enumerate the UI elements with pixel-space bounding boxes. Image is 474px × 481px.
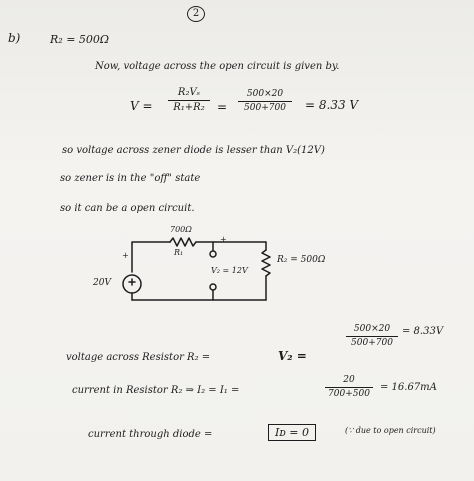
- open-circuit-note: (∵ due to open circuit): [345, 426, 436, 435]
- voltage-r2-frac-num: 500×20: [353, 324, 391, 334]
- eq1-frac2-num: 500×20: [246, 89, 284, 99]
- eq1-frac1-den: R₁+R₂: [173, 102, 205, 113]
- current-r2-frac: [325, 376, 373, 399]
- voltage-r2-symbol: V₂ =: [278, 349, 307, 363]
- r1-label: R₁: [174, 248, 184, 257]
- eq1-frac2-den: 500+700: [244, 103, 286, 113]
- current-r2-frac-den: 700+500: [328, 389, 370, 399]
- open-terminal-top: [210, 251, 216, 257]
- r1-value: 700Ω: [170, 225, 192, 234]
- voltage-r2-frac-den: 500+700: [351, 338, 393, 348]
- r2-given: R₂ = 500Ω: [50, 33, 110, 46]
- resistor-r2: [262, 250, 270, 276]
- eq1-frac1-num: R₂Vₛ: [177, 87, 201, 98]
- diode-current-boxed-answer: Iᴅ = 0: [268, 424, 316, 441]
- eq1-result: = 8.33 V: [305, 98, 359, 112]
- intro-line: Now, voltage across the open circuit is given by.: [95, 61, 340, 72]
- eq1-lhs: V =: [130, 99, 153, 113]
- fraction-bar: [325, 387, 373, 388]
- source-plus-mark: +: [122, 251, 129, 260]
- voltage-r2-frac: [346, 325, 398, 348]
- voltage-r2-line: voltage across Resistor R₂ =: [66, 352, 211, 363]
- top-wire-left: [132, 242, 170, 244]
- zener-plus-sign: +: [220, 235, 227, 244]
- part-label: b): [8, 31, 21, 45]
- statement-zener-lesser: so voltage across zener diode is lesser than V₂(12V): [62, 145, 325, 156]
- source-plus-sign: [129, 279, 135, 285]
- resistor-r1: [170, 238, 196, 246]
- source-voltage-label: 20V: [93, 278, 111, 288]
- current-r2-frac-num: 20: [343, 375, 355, 385]
- voltage-r2-result: = 8.33V: [402, 326, 444, 337]
- r2-label: R₂ = 500Ω: [277, 255, 326, 265]
- current-r2-line: current in Resistor R₂ ⇒ I₂ = I₁ =: [72, 385, 240, 396]
- zener-voltage-label: V₂ = 12V: [211, 266, 248, 275]
- page-number: 2: [187, 6, 205, 22]
- open-terminal-bottom: [210, 284, 216, 290]
- statement-open-circuit: so it can be a open circuit.: [60, 203, 195, 214]
- current-diode-line: current through diode =: [88, 429, 213, 440]
- current-r2-result: = 16.67mA: [380, 382, 437, 393]
- eq1-equals: =: [217, 100, 228, 114]
- fraction-bar: [346, 336, 398, 337]
- statement-zener-off: so zener is in the "off" state: [60, 173, 201, 184]
